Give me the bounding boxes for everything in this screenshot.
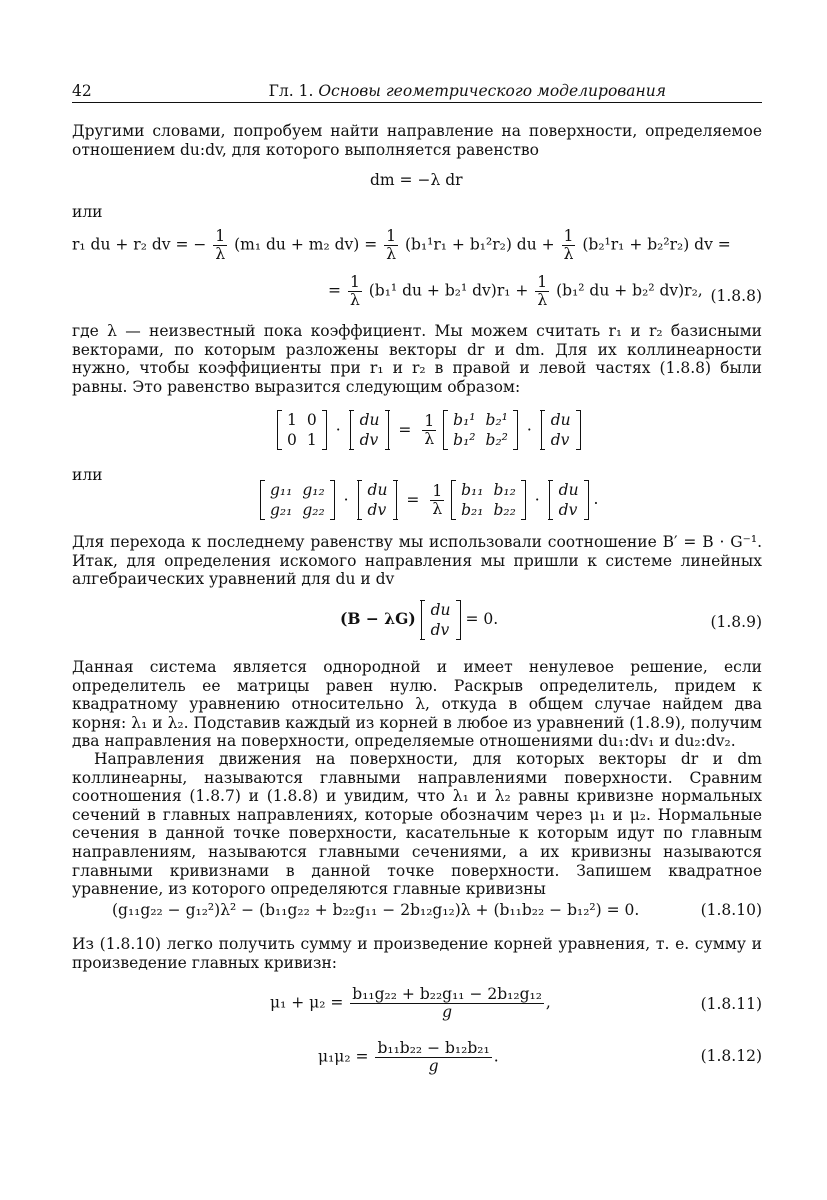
fraction-numerator: 1	[432, 481, 443, 500]
fraction-denominator: g	[442, 1003, 453, 1021]
matrix-cell: b₂₂	[493, 501, 516, 519]
dot-operator: ·	[335, 421, 341, 439]
fraction-product-of-curvatures	[375, 1040, 491, 1075]
equation-number-1-8-11: (1.8.11)	[700, 995, 762, 1013]
matrix-cell: g₁₂	[302, 481, 325, 499]
paragraph-2: где λ — неизвестный пока коэффициент. Мы можем считать r₁ и r₂ базисными векторами, по которым разложены векторы dr и dm. Для их коллинеарности нужно, чтобы коэффициенты при r₁ и r₂ в правой и левой частях (1.8.8) были равны. Это равенство выразится следующим образом:	[72, 322, 762, 396]
eq-1-8-8-term-3: (b₂¹r₁ + b₂²r₂) dv =	[582, 235, 731, 254]
fraction-one-over-lambda	[348, 274, 362, 309]
fraction-numerator: 1	[215, 227, 226, 245]
fraction-numerator: 1	[386, 227, 397, 245]
eq-1-8-8-term-1: (m₁ du + m₂ dv) =	[234, 235, 378, 254]
matrix-cell: b₁¹	[453, 411, 476, 429]
du-dv-vector	[350, 410, 390, 450]
du-dv-vector	[358, 480, 398, 520]
fraction-one-over-lambda	[562, 228, 576, 263]
eq-1-8-8-term-5: (b₁² du + b₂² dv)r₂,	[556, 281, 703, 300]
fraction-denominator: g	[428, 1057, 439, 1075]
running-header	[72, 80, 762, 103]
matrix-cell: du	[558, 481, 579, 499]
matrix-cell: dv	[550, 431, 570, 449]
eq-1-8-11-tail: ,	[545, 993, 551, 1012]
equation-1-8-10: (g₁₁g₂₂ − g₁₂²)λ² − (b₁₁g₂₂ + b₂₂g₁₁ − 2b₁₂g₁₂)λ + (b₁₁b₂₂ − b₁₂²) = 0.	[112, 901, 640, 919]
du-dv-vector	[549, 480, 589, 520]
fraction-denominator: λ	[537, 291, 548, 309]
equation-dm: dm = −λ dr	[370, 171, 463, 189]
fraction-one-over-lambda	[213, 228, 227, 263]
fraction-one-over-lambda	[384, 228, 398, 263]
eq-1-8-8-lead: =	[328, 281, 341, 300]
period: .	[593, 490, 599, 508]
fraction-numerator: b₁₁g₂₂ + b₂₂g₁₁ − 2b₁₂g₁₂	[352, 985, 542, 1003]
equation-number-1-8-12: (1.8.12)	[700, 1047, 762, 1065]
equation-1-8-11	[270, 986, 551, 1021]
dot-operator: ·	[534, 491, 540, 509]
fraction-numerator: 1	[537, 273, 548, 291]
paragraph-3: Для перехода к последнему равенству мы использовали соотношение B′ = B · G⁻¹. Итак, для определения искомого направления мы пришли к системе линейных алгебраических уравнений для du и dv	[72, 533, 762, 589]
eq-1-8-8-term-4: (b₁¹ du + b₂¹ dv)r₁ +	[368, 281, 529, 300]
paragraph-1: Другими словами, попробуем найти направление на поверхности, определяемое отношением du:dv, для которого выполняется равенство	[72, 122, 762, 159]
fraction-numerator: b₁₁b₂₂ − b₁₂b₂₁	[377, 1039, 490, 1057]
fraction-one-over-lambda	[422, 413, 436, 448]
equals-sign: =	[406, 491, 420, 509]
eq-1-8-11-lhs: μ₁ + μ₂ =	[270, 993, 344, 1012]
matrix-cell: dv	[430, 621, 450, 639]
chapter-title: Основы геометрического моделирования	[318, 82, 666, 100]
matrix-cell: b₂²	[485, 431, 508, 449]
matrix-cell: 0	[287, 431, 297, 449]
paragraph-4: Данная система является однородной и имеет ненулевое решение, если определитель ее матрицы равен нулю. Раскрыв определитель, придем к квадратному уравнению относительно λ, откуда в общем случае найдем два корня: λ₁ и λ₂. Подставив каждый из корней в любое из уравнений (1.8.9), получим два направления на поверхности, определяемые отношениями du₁:dv₁ и du₂:dv₂.	[72, 658, 762, 751]
equation-1-8-8-line-1	[72, 228, 731, 263]
matrix-cell: g₂₂	[302, 501, 325, 519]
matrix-equation-1	[277, 410, 581, 450]
fraction-one-over-lambda	[430, 483, 444, 518]
matrix-cell: g₂₁	[270, 501, 293, 519]
paragraph-6: Из (1.8.10) легко получить сумму и произведение корней уравнения, т. е. сумму и произведение главных кривизн:	[72, 935, 762, 972]
dot-operator: ·	[526, 421, 532, 439]
eq-1-8-8-term-2: (b₁¹r₁ + b₁²r₂) du +	[404, 235, 555, 254]
fraction-numerator: 1	[563, 227, 574, 245]
page-number: 42	[72, 82, 92, 100]
equation-1-8-12	[318, 1040, 499, 1075]
dot-operator: ·	[343, 491, 349, 509]
matrix-cell: dv	[359, 431, 379, 449]
eq-1-8-9-rhs: = 0.	[465, 610, 499, 628]
equals-sign: =	[398, 421, 412, 439]
matrix-cell: g₁₁	[270, 481, 293, 499]
fraction-denominator: λ	[432, 499, 443, 518]
b-lower-matrix	[451, 480, 526, 520]
matrix-cell: b₁₁	[461, 481, 484, 499]
fraction-denominator: λ	[215, 245, 226, 263]
matrix-cell: b₂¹	[485, 411, 508, 429]
matrix-cell: du	[359, 411, 380, 429]
eq-1-8-8-lhs: r₁ du + r₂ dv = −	[72, 235, 207, 254]
equation-number-1-8-8: (1.8.8)	[710, 287, 762, 305]
fraction-one-over-lambda	[535, 274, 549, 309]
du-dv-vector	[541, 410, 581, 450]
equation-number-1-8-9: (1.8.9)	[710, 613, 762, 631]
label-ili-2: или	[72, 466, 103, 484]
equation-1-8-8-line-2	[328, 274, 703, 309]
fraction-denominator: λ	[563, 245, 574, 263]
chapter-number: Гл. 1.	[268, 82, 314, 100]
matrix-cell: 1	[306, 431, 317, 449]
fraction-sum-of-curvatures	[350, 986, 544, 1021]
matrix-cell: 0	[306, 411, 317, 429]
equation-number-1-8-10: (1.8.10)	[700, 901, 762, 919]
running-title	[269, 80, 666, 102]
identity-matrix	[277, 410, 327, 450]
matrix-cell: b₂₁	[461, 501, 484, 519]
b-matrix	[443, 410, 518, 450]
eq-1-8-12-tail: .	[493, 1047, 499, 1066]
matrix-cell: b₁²	[453, 431, 476, 449]
g-matrix	[260, 480, 335, 520]
matrix-cell: b₁₂	[493, 481, 516, 499]
matrix-cell: dv	[367, 501, 387, 519]
matrix-equation-2	[260, 480, 598, 520]
matrix-cell: dv	[558, 501, 578, 519]
eq-1-8-12-lhs: μ₁μ₂ =	[318, 1047, 369, 1066]
paragraph-5: Направления движения на поверхности, для которых векторы dr и dm коллинеарны, называются главными направлениями поверхности. Сравним соотношения (1.8.7) и (1.8.8) и увидим, что λ₁ и λ₂ равны кривизне нормальных сечений в главных направлениях, которые обозначим через μ₁ и μ₂. Нормальные сечения в данной точке поверхности, касательные к которым идут по главным направлениям, называются главными сечениями, а их кривизны называются главными кривизнами в данной точке поверхности. Запишем квадратное уравнение, из которого определяются главные кривизны	[72, 750, 762, 899]
matrix-cell: du	[367, 481, 388, 499]
equation-1-8-9	[340, 600, 498, 640]
fraction-denominator: λ	[349, 291, 360, 309]
fraction-denominator: λ	[424, 429, 435, 448]
label-ili-1: или	[72, 203, 103, 221]
fraction-denominator: λ	[386, 245, 397, 263]
matrix-cell: du	[550, 411, 571, 429]
matrix-cell: du	[430, 601, 451, 619]
matrix-cell: 1	[287, 411, 297, 429]
du-dv-vector	[421, 600, 461, 640]
eq-1-8-9-lhs: (B − λG)	[340, 609, 416, 628]
fraction-numerator: 1	[349, 273, 360, 291]
fraction-numerator: 1	[424, 411, 435, 430]
